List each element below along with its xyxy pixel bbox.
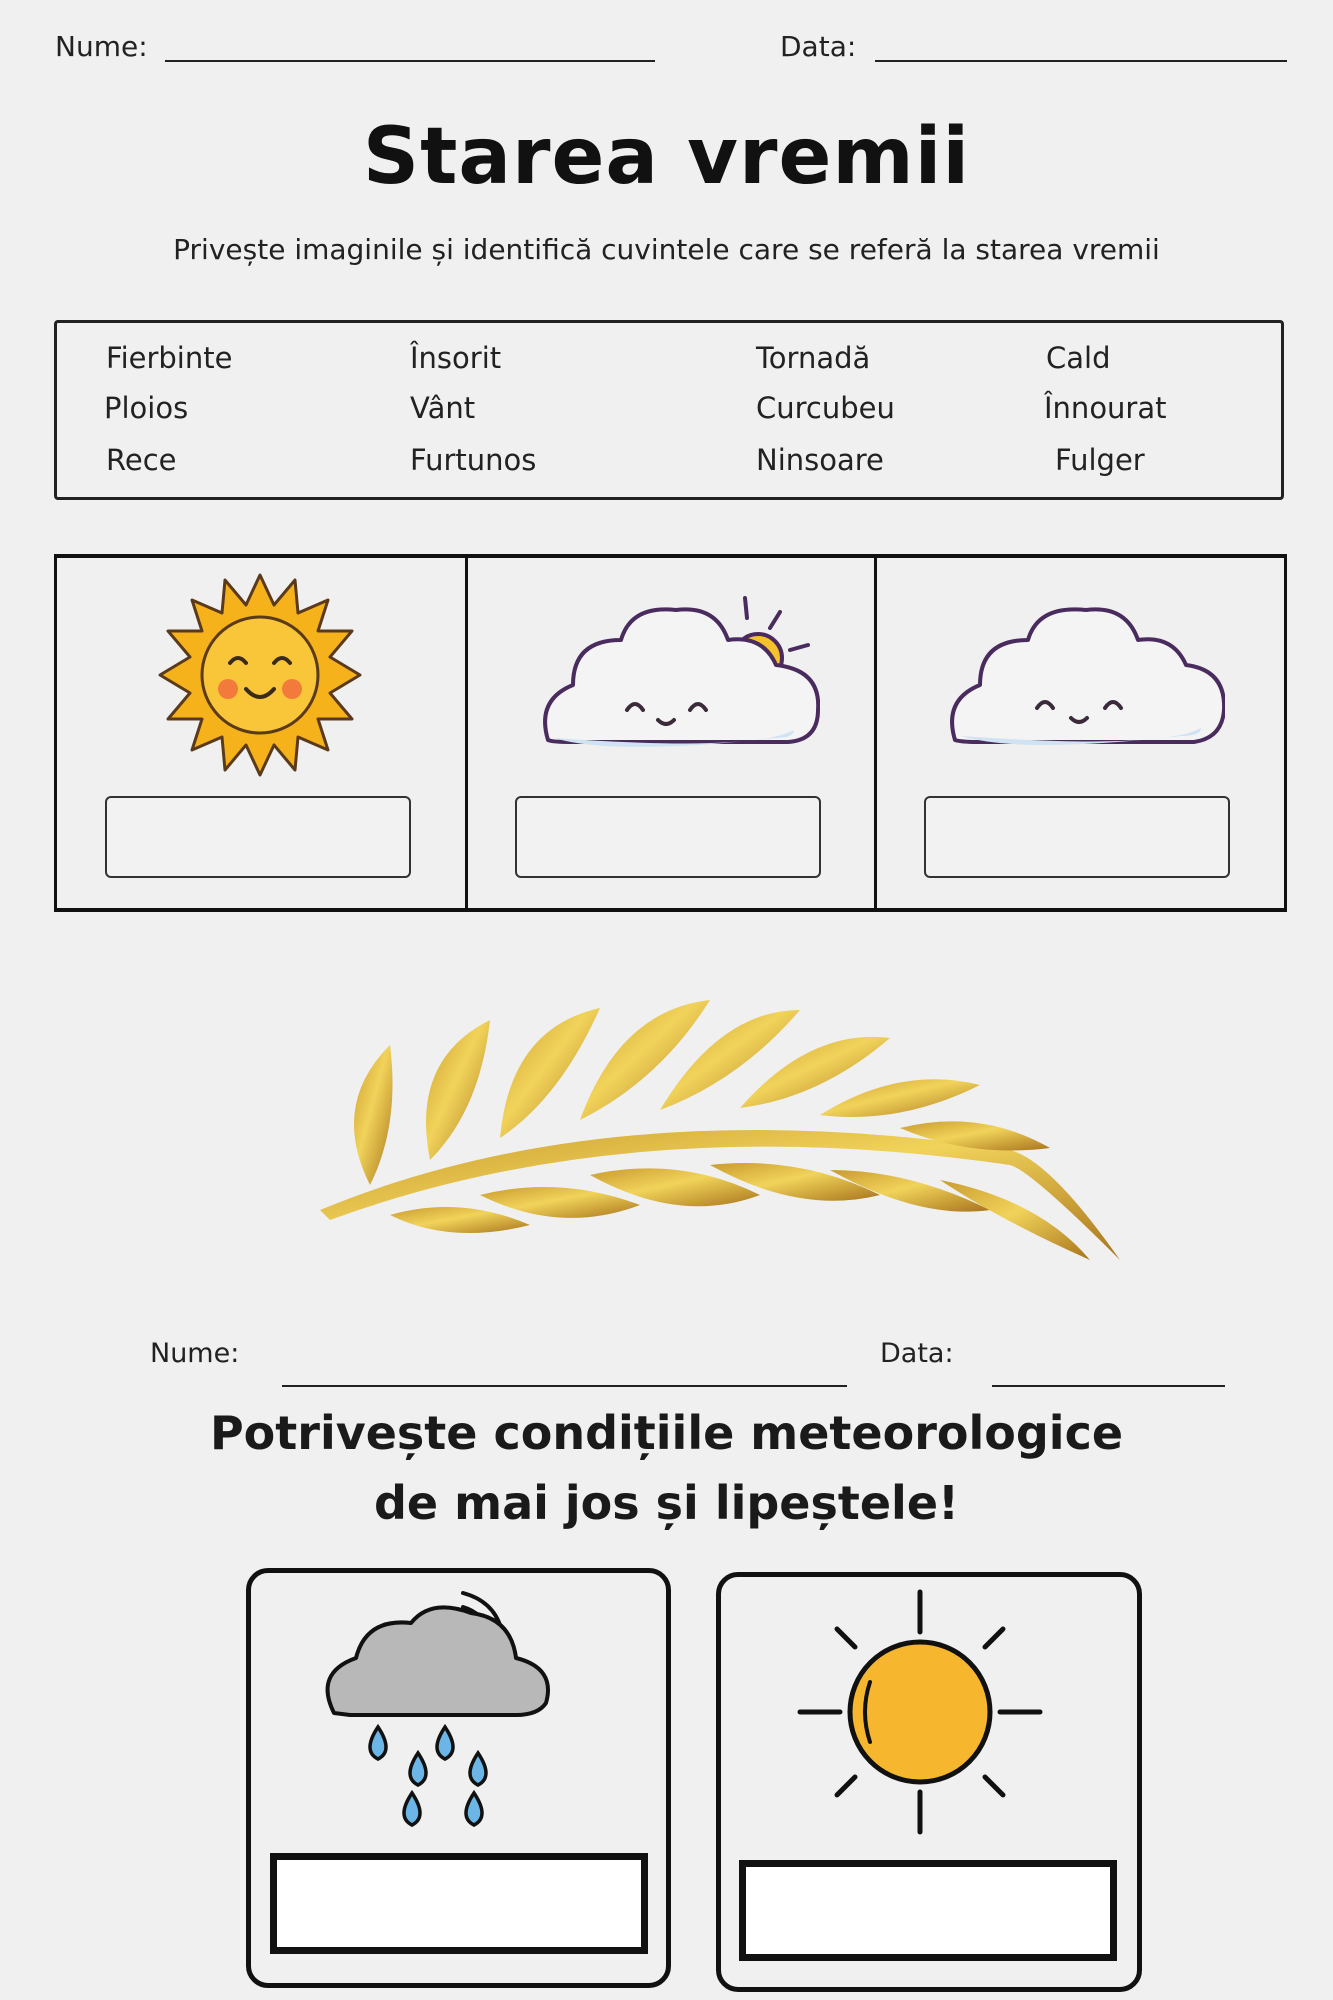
word-bank-item: Fulger bbox=[1055, 443, 1145, 477]
page-title: Starea vremii bbox=[362, 112, 971, 202]
date-line-2[interactable] bbox=[992, 1385, 1225, 1387]
word-bank-item: Înnourat bbox=[1044, 391, 1167, 425]
word-bank-item: Cald bbox=[1046, 341, 1111, 375]
page-subtitle: Privește imaginile și identifică cuvintele care se referă la starea vremii bbox=[173, 233, 1160, 266]
word-bank-item: Curcubeu bbox=[756, 391, 895, 425]
word-bank-item: Însorit bbox=[410, 341, 502, 375]
answer-box[interactable] bbox=[924, 796, 1230, 878]
answer-box[interactable] bbox=[739, 1860, 1117, 1961]
date-label: Data: bbox=[780, 30, 857, 63]
word-bank-item: Fierbinte bbox=[106, 341, 233, 375]
smiling-sun-icon bbox=[145, 570, 375, 780]
word-bank-item: Ninsoare bbox=[756, 443, 884, 477]
date-label-2: Data: bbox=[880, 1338, 954, 1369]
date-line[interactable] bbox=[875, 60, 1287, 62]
word-bank-item: Tornadă bbox=[756, 341, 871, 375]
name-label-2: Nume: bbox=[150, 1338, 240, 1369]
name-line[interactable] bbox=[165, 60, 655, 62]
grid-divider bbox=[874, 554, 877, 912]
rain-cloud-icon bbox=[320, 1585, 570, 1840]
word-bank-item: Furtunos bbox=[410, 443, 537, 477]
section-heading-line1: Potrivește condițiile meteorologice bbox=[209, 1406, 1124, 1460]
answer-box[interactable] bbox=[105, 796, 411, 878]
answer-box[interactable] bbox=[270, 1853, 648, 1954]
word-bank-item: Ploios bbox=[104, 391, 189, 425]
grid-divider bbox=[465, 554, 468, 912]
word-bank-item: Vânt bbox=[410, 391, 476, 425]
cloud-with-sun-icon bbox=[530, 590, 820, 770]
golden-leaf-branch-icon bbox=[310, 970, 1120, 1270]
word-bank bbox=[54, 320, 1284, 500]
name-line-2[interactable] bbox=[282, 1385, 847, 1387]
name-label: Nume: bbox=[55, 30, 148, 63]
word-bank-item: Rece bbox=[106, 443, 177, 477]
section-heading-line2: de mai jos și lipeștele! bbox=[374, 1476, 959, 1530]
answer-box[interactable] bbox=[515, 796, 821, 878]
sun-icon bbox=[795, 1587, 1045, 1837]
smiling-cloud-icon bbox=[945, 600, 1225, 760]
